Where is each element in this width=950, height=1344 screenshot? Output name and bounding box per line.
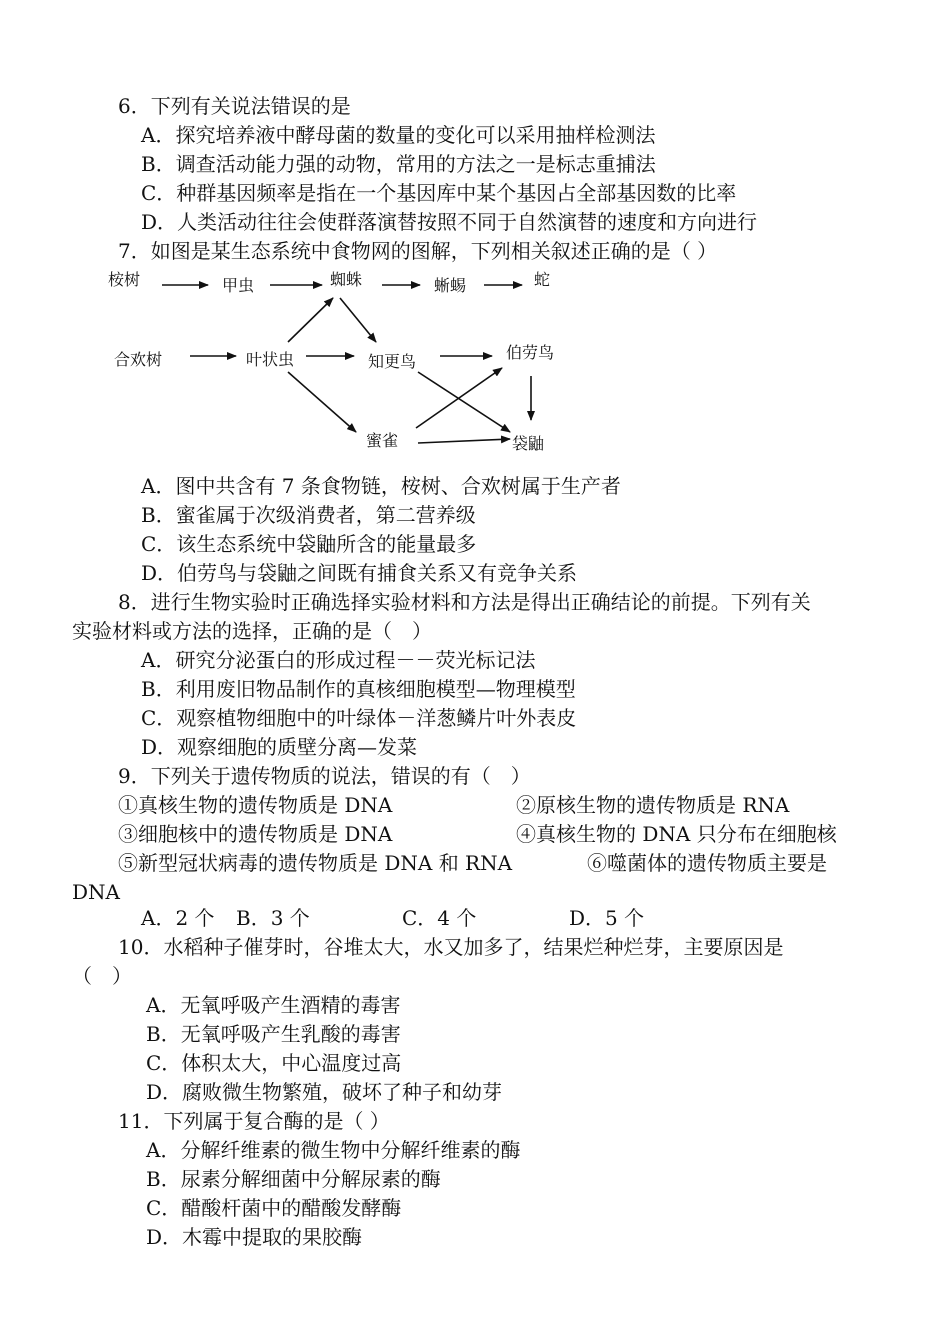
q7-option-c: C．该生态系统中袋鼬所含的能量最多 <box>141 532 477 556</box>
q8-option-c: C．观察植物细胞中的叶绿体－洋葱鳞片叶外表皮 <box>141 706 577 730</box>
arrow-robin-marsupial <box>418 372 510 432</box>
q8-stem-line1: 8．进行生物实验时正确选择实验材料和方法是得出正确结论的前提。下列有关 <box>118 590 811 614</box>
arrow-leafbug-honeyeater <box>288 372 356 432</box>
q10-stem-line2: （ ） <box>72 964 132 988</box>
node-honeyeater: 蜜雀 <box>366 431 399 450</box>
q6-option-b: B．调查活动能力强的动物，常用的方法之一是标志重捕法 <box>141 152 656 176</box>
q6-option-d: D．人类活动往往会使群落演替按照不同于自然演替的速度和方向进行 <box>141 210 758 234</box>
node-marsupial: 袋鼬 <box>512 434 545 453</box>
node-snake: 蛇 <box>534 270 551 289</box>
q7-option-b: B．蜜雀属于次级消费者，第二营养级 <box>141 503 476 527</box>
q8-option-b: B．利用废旧物品制作的真核细胞模型—物理模型 <box>141 677 576 701</box>
q11-stem: 11．下列属于复合酶的是（ ） <box>118 1109 390 1133</box>
node-spider: 蜘蛛 <box>330 270 363 289</box>
q10-option-c: C．体积太大，中心温度过高 <box>146 1051 402 1075</box>
q9-statement-2: ②原核生物的遗传物质是 RNA <box>516 793 790 817</box>
food-web-diagram <box>0 0 950 470</box>
node-lizard: 蜥蜴 <box>434 276 467 295</box>
q9-option-c: C．4 个 <box>402 906 477 930</box>
q10-option-d: D．腐败微生物繁殖，破坏了种子和幼芽 <box>146 1080 503 1104</box>
q9-statement-6-cont: DNA <box>72 880 120 904</box>
q11-option-b: B．尿素分解细菌中分解尿素的酶 <box>146 1167 441 1191</box>
q8-option-d: D．观察细胞的质壁分离—发菜 <box>141 735 418 759</box>
q7-stem: 7．如图是某生态系统中食物网的图解，下列相关叙述正确的是（ ） <box>118 239 718 263</box>
node-robin: 知更鸟 <box>368 352 417 371</box>
arrow-spider-robin <box>340 298 376 342</box>
q9-option-b: B．3 个 <box>236 906 310 930</box>
q10-option-a: A．无氧呼吸产生酒精的毒害 <box>146 993 401 1017</box>
q8-option-a: A．研究分泌蛋白的形成过程－－荧光标记法 <box>141 648 536 672</box>
q11-option-a: A．分解纤维素的微生物中分解纤维素的酶 <box>146 1138 521 1162</box>
q9-option-d: D．5 个 <box>569 906 645 930</box>
q9-statement-5: ⑤新型冠状病毒的遗传物质是 DNA 和 RNA <box>118 851 513 875</box>
q10-option-b: B．无氧呼吸产生乳酸的毒害 <box>146 1022 401 1046</box>
q9-stem: 9．下列关于遗传物质的说法，错误的有（ ） <box>118 764 531 788</box>
node-eucalyptus: 桉树 <box>108 270 141 289</box>
q11-option-d: D．木霉中提取的果胶酶 <box>146 1225 363 1249</box>
q8-stem-line2: 实验材料或方法的选择，正确的是（ ） <box>72 619 432 643</box>
q9-statement-4: ④真核生物的 DNA 只分布在细胞核 <box>516 822 837 846</box>
q9-statement-3: ③细胞核中的遗传物质是 DNA <box>118 822 393 846</box>
q6-option-c: C．种群基因频率是指在一个基因库中某个基因占全部基因数的比率 <box>141 181 737 205</box>
node-albizia: 合欢树 <box>114 350 163 369</box>
node-shrike: 伯劳鸟 <box>506 343 555 362</box>
q9-option-a: A．2 个 <box>141 906 215 930</box>
q9-statement-6: ⑥噬菌体的遗传物质主要是 <box>587 851 827 875</box>
q11-option-c: C．醋酸杆菌中的醋酸发酵酶 <box>146 1196 402 1220</box>
q7-option-d: D．伯劳鸟与袋鼬之间既有捕食关系又有竞争关系 <box>141 561 578 585</box>
node-leafbug: 叶状虫 <box>246 350 295 369</box>
q6-stem: 6．下列有关说法错误的是 <box>118 94 351 118</box>
arrow-honeyeater-marsupial <box>418 439 510 443</box>
q7-option-a: A．图中共含有 7 条食物链，桉树、合欢树属于生产者 <box>141 474 621 498</box>
q9-statement-1: ①真核生物的遗传物质是 DNA <box>118 793 393 817</box>
node-beetle: 甲虫 <box>222 276 255 295</box>
q10-stem-line1: 10．水稻种子催芽时，谷堆太大，水又加多了，结果烂种烂芽，主要原因是 <box>118 935 784 959</box>
q6-option-a: A．探究培养液中酵母菌的数量的变化可以采用抽样检测法 <box>141 123 656 147</box>
arrow-leafbug-spider <box>288 298 333 342</box>
